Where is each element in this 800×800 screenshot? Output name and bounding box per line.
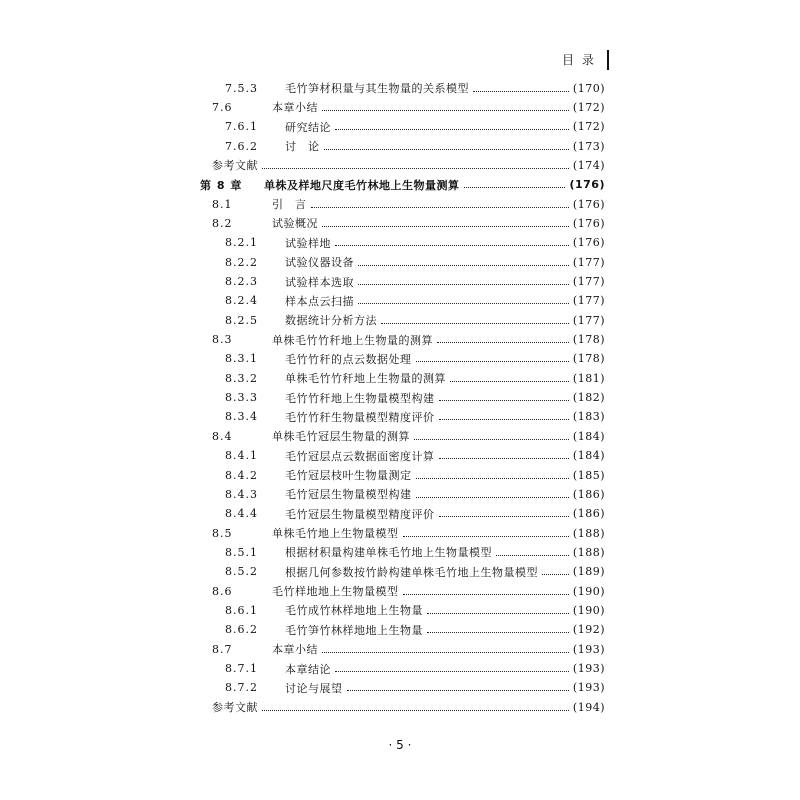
toc-leader-dots <box>322 100 569 111</box>
toc-leader-dots <box>416 468 569 479</box>
toc-row[interactable] <box>225 252 605 272</box>
toc-chapter-row[interactable] <box>200 175 605 195</box>
toc-leader-dots <box>496 545 569 556</box>
toc-row[interactable] <box>225 465 605 485</box>
toc-row[interactable] <box>225 233 605 253</box>
toc-leader-dots <box>335 661 569 672</box>
toc-leader-dots <box>427 622 569 633</box>
toc-leader-dots <box>311 197 569 208</box>
toc-entry-title: 毛竹样地地上生物量模型 <box>272 585 399 599</box>
toc-entry-title: 本章小结 <box>272 101 318 115</box>
toc-page-number: (183) <box>572 410 605 424</box>
toc-section-number: 8.2.5 <box>225 313 258 327</box>
toc-leader-dots <box>381 313 569 324</box>
toc-page-number: (177) <box>572 313 605 327</box>
toc-page-number: (177) <box>572 275 605 288</box>
toc-entry-title: 讨 论 <box>285 140 320 154</box>
toc-page-number: (188) <box>572 545 605 559</box>
toc-row[interactable] <box>212 697 605 717</box>
toc-row[interactable] <box>225 117 605 137</box>
running-header <box>560 50 620 70</box>
toc-entry-title: 毛竹竹秆地上生物量模型构建 <box>285 391 435 405</box>
toc-row[interactable] <box>225 620 605 640</box>
toc-leader-dots <box>427 603 569 614</box>
toc-row[interactable] <box>225 504 605 524</box>
toc-entry-title: 毛竹冠层枝叶生物量测定 <box>285 469 412 482</box>
toc-section-number: 8.6 <box>212 584 233 598</box>
toc-entry-title: 研究结论 <box>285 120 331 134</box>
toc-page-number: (176) <box>572 197 605 211</box>
toc-leader-dots <box>414 429 569 440</box>
toc-row[interactable] <box>225 562 605 582</box>
toc-page-number: (192) <box>572 623 605 637</box>
toc-section-number: 8.3 <box>212 333 233 347</box>
toc-entry-title: 毛竹竹秆生物量模型精度评价 <box>285 410 435 424</box>
toc-section-number: 8.2.3 <box>225 275 258 288</box>
toc-page-number: (173) <box>572 139 605 153</box>
toc-page-number: (170) <box>572 81 605 95</box>
toc-page-number: (178) <box>572 333 605 347</box>
toc-row[interactable] <box>225 407 605 427</box>
toc-entry-title: 毛竹成竹林样地地上生物量 <box>285 604 423 618</box>
toc-entry-title: 样本点云扫描 <box>285 294 354 308</box>
toc-page-number: (181) <box>572 371 605 385</box>
toc-entry-title: 毛竹冠层点云数据面密度计算 <box>285 449 435 463</box>
toc-entry-title: 毛竹冠层生物量模型构建 <box>285 488 412 502</box>
toc-leader-dots <box>335 119 569 130</box>
toc-row[interactable] <box>225 484 605 504</box>
toc-section-number: 7.6 <box>212 100 233 114</box>
toc-section-number: 8.7.1 <box>225 662 258 675</box>
toc-leader-dots <box>439 506 569 517</box>
toc-row[interactable] <box>225 678 605 698</box>
toc-entry-title: 单株毛竹冠层生物量的测算 <box>272 430 410 444</box>
toc-row[interactable] <box>225 78 605 98</box>
toc-row[interactable] <box>212 330 605 350</box>
header-rule <box>607 50 609 70</box>
toc-row[interactable] <box>225 272 605 292</box>
toc-page-number: (176) <box>572 216 605 230</box>
toc-entry-title: 试验概况 <box>272 217 318 231</box>
toc-entry-title: 单株及样地尺度毛竹林地上生物量测算 <box>264 178 460 192</box>
toc-leader-dots <box>403 526 569 537</box>
toc-page-number: (185) <box>572 468 605 482</box>
toc-row[interactable] <box>212 581 605 601</box>
toc-section-number: 8.2.4 <box>225 294 258 308</box>
toc-entry-title: 毛竹竹秆的点云数据处理 <box>285 352 412 366</box>
toc-section-number: 8.2.2 <box>225 255 258 269</box>
toc-leader-dots <box>262 700 569 711</box>
toc-row[interactable] <box>212 213 605 233</box>
toc-page-number: (177) <box>572 255 605 269</box>
toc-entry-title: 参考文献 <box>212 701 258 715</box>
toc-section-number: 8.6.2 <box>225 623 258 637</box>
toc-section-number: 8.1 <box>212 197 233 211</box>
toc-section-number: 8.2.1 <box>225 236 258 250</box>
toc-leader-dots <box>416 351 569 362</box>
toc-page-number: (184) <box>572 429 605 443</box>
toc-leader-dots <box>439 409 569 420</box>
toc-leader-dots <box>403 584 569 595</box>
toc-entry-title: 试验样本选取 <box>285 275 354 289</box>
toc-row[interactable] <box>225 291 605 311</box>
toc-row[interactable] <box>212 523 605 543</box>
toc-section-number: 8.6.1 <box>225 603 258 617</box>
toc-section-number: 8.7.2 <box>225 681 258 695</box>
toc-section-number: 7.6.2 <box>225 139 258 153</box>
toc-section-number: 8.7 <box>212 642 233 656</box>
toc-page-number: (177) <box>572 294 605 308</box>
toc-entry-title: 数据统计分析方法 <box>285 314 377 328</box>
toc-leader-dots <box>416 487 569 498</box>
toc-section-number: 8.3.4 <box>225 410 258 424</box>
toc-row[interactable] <box>212 426 605 446</box>
toc-entry-title: 本章小结 <box>272 643 318 657</box>
toc-row[interactable] <box>225 368 605 388</box>
toc-page-number: (189) <box>572 565 605 579</box>
toc-leader-dots <box>437 332 569 343</box>
toc-page-number: (172) <box>572 120 605 134</box>
toc-page-number: (176) <box>572 236 605 250</box>
toc-leader-dots <box>464 177 566 188</box>
toc-row[interactable] <box>225 542 605 562</box>
toc-section-number: 7.6.1 <box>225 120 258 134</box>
toc-row[interactable] <box>225 388 605 408</box>
toc-entry-title: 试验仪器设备 <box>285 256 354 270</box>
toc-page-number: (178) <box>572 352 605 366</box>
toc-entry-title: 毛竹笋材积量与其生物量的关系模型 <box>285 82 469 95</box>
toc-entry-title: 单株毛竹地上生物量模型 <box>272 527 399 541</box>
toc-entry-title: 单株毛竹竹秆地上生物量的测算 <box>272 333 433 347</box>
toc-leader-dots <box>450 371 569 382</box>
toc-section-number: 8.4.1 <box>225 449 258 463</box>
toc-leader-dots <box>542 564 569 575</box>
header-title: 目 录 <box>562 53 596 67</box>
toc-leader-dots <box>335 235 569 246</box>
toc-section-number: 8.4.2 <box>225 468 258 482</box>
toc-section-number: 8.4 <box>212 429 233 443</box>
toc-section-number: 8.5 <box>212 526 233 540</box>
toc-page-number: (193) <box>572 662 605 675</box>
toc-entry-title: 毛竹冠层生物量模型精度评价 <box>285 507 435 521</box>
toc-page-number: (172) <box>572 100 605 114</box>
toc-leader-dots <box>322 216 569 227</box>
toc-section-number: 8.4.3 <box>225 487 258 501</box>
toc-entry-title: 试验样地 <box>285 236 331 250</box>
toc-row[interactable] <box>225 600 605 620</box>
toc-section-number: 8.5.1 <box>225 545 258 559</box>
toc-entry-title: 引 言 <box>272 198 307 212</box>
toc-section-number: 第 8 章 <box>200 178 243 192</box>
toc-page-number: (193) <box>572 681 605 695</box>
toc-entry-title: 参考文献 <box>212 159 258 173</box>
toc-row[interactable] <box>225 659 605 679</box>
toc-row[interactable] <box>225 136 605 156</box>
toc-page-number: (176) <box>569 178 605 192</box>
toc-row[interactable] <box>225 349 605 369</box>
toc-entry-title: 根据材积量构建单株毛竹地上生物量模型 <box>285 546 492 560</box>
toc-section-number: 7.5.3 <box>225 81 258 95</box>
page-number: · 5 · <box>388 738 412 752</box>
toc-leader-dots <box>358 274 569 285</box>
toc-section-number: 8.3.3 <box>225 391 258 405</box>
toc-row[interactable] <box>225 310 605 330</box>
toc-leader-dots <box>358 255 569 266</box>
toc-entry-title: 本章结论 <box>285 662 331 676</box>
toc-leader-dots <box>347 680 569 691</box>
toc-page-number: (188) <box>572 526 605 540</box>
toc-row[interactable] <box>212 97 605 117</box>
toc-leader-dots <box>322 642 569 653</box>
toc-page-number: (186) <box>572 507 605 521</box>
toc-row[interactable] <box>212 194 605 214</box>
toc-row[interactable] <box>212 639 605 659</box>
toc-page-number: (184) <box>572 449 605 463</box>
toc-leader-dots <box>473 81 569 92</box>
toc-entry-title: 单株毛竹竹秆地上生物量的测算 <box>285 372 446 386</box>
toc-entry-title: 讨论与展望 <box>285 681 343 695</box>
toc-page-number: (193) <box>572 642 605 656</box>
toc-leader-dots <box>324 139 569 150</box>
toc-page-number: (186) <box>572 487 605 501</box>
toc-section-number: 8.4.4 <box>225 507 258 521</box>
toc-entry-title: 毛竹笋竹林样地地上生物量 <box>285 623 423 637</box>
toc-section-number: 8.3.2 <box>225 371 258 385</box>
toc-section-number: 8.5.2 <box>225 565 258 579</box>
toc-leader-dots <box>262 158 569 169</box>
toc-page-number: (194) <box>572 700 605 714</box>
toc-row[interactable] <box>212 155 605 175</box>
toc-section-number: 8.2 <box>212 216 233 230</box>
toc-leader-dots <box>358 293 569 304</box>
toc-page-number: (190) <box>572 603 605 617</box>
toc-page-number: (190) <box>572 584 605 598</box>
toc-leader-dots <box>439 390 569 401</box>
toc-row[interactable] <box>225 446 605 466</box>
toc-leader-dots <box>439 448 569 459</box>
toc-section-number: 8.3.1 <box>225 352 258 366</box>
toc-page-number: (182) <box>572 391 605 405</box>
toc-page-number: (174) <box>572 158 605 172</box>
toc-entry-title: 根据几何参数按竹龄构建单株毛竹地上生物量模型 <box>285 565 538 579</box>
